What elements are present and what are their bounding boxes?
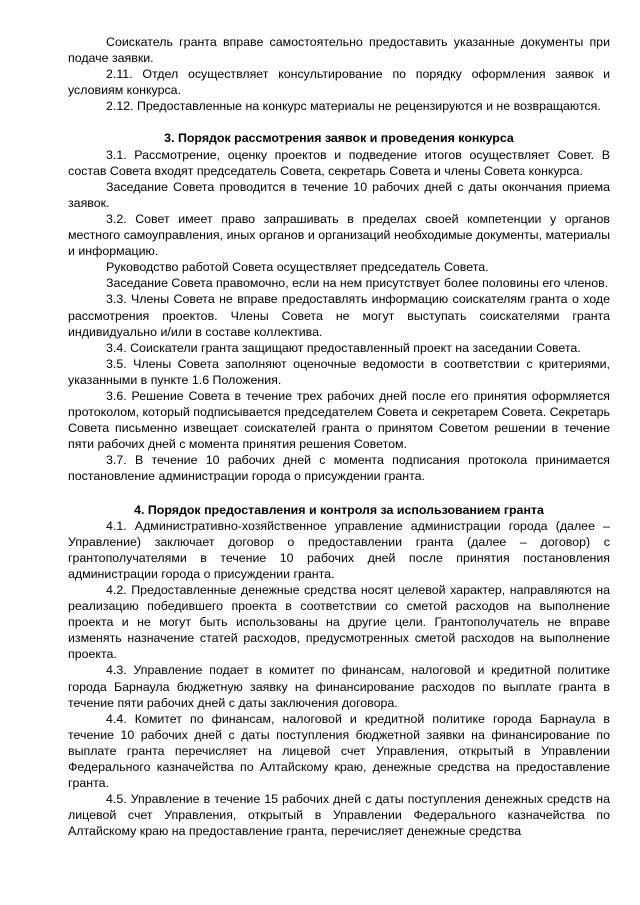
section-3-paragraph: 3.4. Соискатели гранта защищают предоставленный проект на заседании Совета.: [106, 340, 581, 355]
section-3-paragraph: 3.3. Члены Совета не вправе предоставлять информацию соискателям гранта о ходе рассмотрения проектов. Члены Совета не могут выступать соискателями гранта индивидуально и/или в составе коллектива.: [68, 292, 610, 339]
section-4-paragraph: 4.5. Управление в течение 15 рабочих дней с даты поступления денежных средств на лицевой счет Управления, открытый в Управлении Федерального казначейства по Алтайскому краю на предоставление гранта, перечисляет денежные средства: [68, 792, 610, 839]
section-4-paragraph: 4.2. Предоставленные денежные средства носят целевой характер, направляются на реализацию победившего проекта в соответствии со сметой расходов на выполнение проекта и не могут быть использованы на другие цели. Грантополучатель не вправе изменять назначение статей расходов, предусмотренных сметой расходов на выполнение проекта.: [68, 583, 610, 662]
section-3-paragraph: Руководство работой Совета осуществляет председатель Совета.: [106, 260, 489, 275]
section-4-paragraph: 4.1. Административно-хозяйственное управление администрации города (далее – Управление) заключает договор о предоставлении гранта (далее – договор) с грантополучателями в течение 10 рабочих дней после принятия постановления администрации города о присуждении гранта.: [68, 518, 610, 581]
section-4-paragraph: 4.3. Управление подает в комитет по финансам, налоговой и кредитной политике города Барнаула бюджетную заявку на финансирование расходов по выплате гранта в течение пяти рабочих дней с даты заключения договора.: [68, 663, 610, 710]
section-3-paragraph: Заседание Совета правомочно, если на нем присутствует более половины его членов.: [106, 276, 609, 291]
section-3-paragraph: 3.6. Решение Совета в течение трех рабочих дней после его принятия оформляется протоколом, который подписывается председателем Совета и секретарем Совета. Секретарь Совета письменно извещает соискателей гранта о принятом Советом решении в течение пяти рабочих дней с момента принятия решения Советом.: [68, 388, 610, 452]
intro-paragraph-2: 2.11. Отдел осуществляет консультирование по порядку оформления заявок и условиям конкурса.: [68, 67, 610, 98]
section-3-paragraph: 3.1. Рассмотрение, оценку проектов и подведение итогов осуществляет Совет. В состав Совета входят председатель Совета, секретарь Совета и члены Совета конкурса.: [68, 147, 610, 178]
section-3-paragraph: 3.5. Члены Совета заполняют оценочные ведомости в соответствии с критериями, указанными в пункте 1.6 Положения.: [68, 356, 610, 387]
section-3-paragraph: Заседание Совета проводится в течение 10 рабочих дней с даты окончания приема заявок.: [68, 179, 610, 210]
section-4-heading: 4. Порядок предоставления и контроля за использованием гранта: [134, 502, 544, 517]
intro-paragraph-1: Соискатель гранта вправе самостоятельно предоставить указанные документы при подаче заявки.: [68, 35, 610, 66]
section-3-paragraph: 3.7. В течение 10 рабочих дней с момента подписания протокола принимается постановление администрации города о присуждении гранта.: [68, 453, 610, 484]
section-4-paragraph: 4.4. Комитет по финансам, налоговой и кредитной политике города Барнаула в течение 10 рабочих дней с даты поступления бюджетной заявки на финансирование по выплате гранта перечисляет на лицевой счет Управления, открытый в Управлении Федерального казначейства по Алтайскому краю, денежные средства на предоставление гранта.: [68, 711, 610, 791]
intro-paragraph-3: 2.12. Предоставленные на конкурс материалы не рецензируются и не возвращаются.: [106, 99, 601, 114]
section-3-heading: 3. Порядок рассмотрения заявок и проведения конкурса: [164, 131, 514, 146]
section-3-paragraph: 3.2. Совет имеет право запрашивать в пределах своей компетенции у органов местного самоуправления, иных органов и организаций необходимые документы, материалы и информацию.: [68, 211, 610, 259]
